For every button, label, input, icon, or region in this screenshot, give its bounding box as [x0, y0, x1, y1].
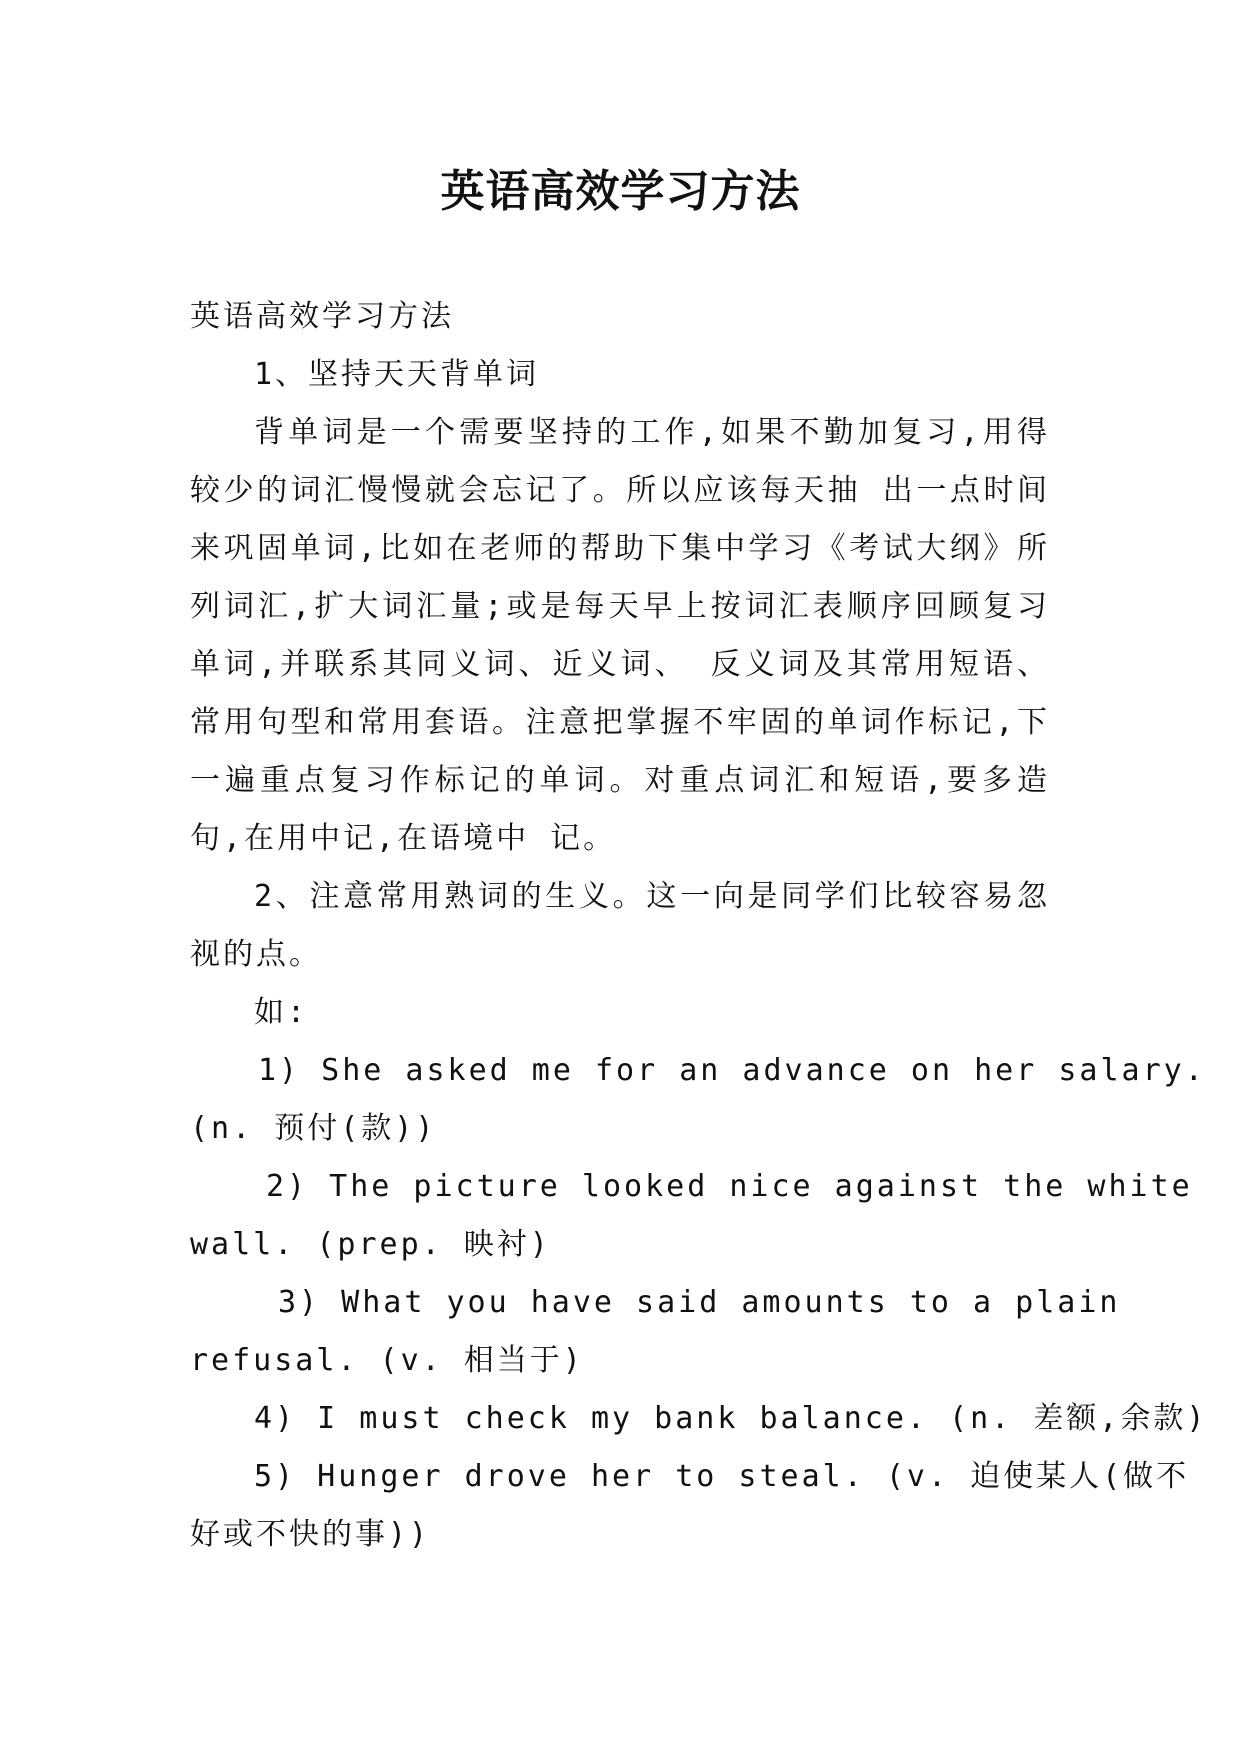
subtitle: 英语高效学习方法: [190, 299, 454, 334]
example-translation: refusal. (v. 相当于): [190, 1343, 584, 1378]
document-body: [190, 288, 1208, 1564]
example-item: [190, 1158, 1193, 1274]
example-line: 5) Hunger drove her to steal. (v. 迫使某人(做不: [254, 1459, 1190, 1494]
example-translation: (n. 预付(款)): [190, 1111, 437, 1146]
section1-heading: 1、坚持天天背单词: [254, 357, 540, 392]
example-intro: 如:: [254, 995, 309, 1030]
section2-paragraph: 2、注意常用熟词的生义。这一向是同学们比较容易忽视的点。: [190, 879, 1050, 972]
example-line: 1) She asked me for an advance on her salary.: [258, 1053, 1206, 1088]
example-line: 4) I must check my bank balance. (n. 差额,余款): [254, 1401, 1208, 1436]
example-translation: wall. (prep. 映衬): [190, 1227, 551, 1262]
section1-paragraph: 背单词是一个需要坚持的工作,如果不勤加复习,用得较少的词汇慢慢就会忘记了。所以应该每天抽 出一点时间来巩固单词,比如在老师的帮助下集中学习《考试大纲》所列词汇,扩大词汇量;或是每天早上按词汇表顺序回顾复习单词,并联系其同义词、近义词、 反义词及其常用短语、常用句型和常用套语。注意把掌握不牢固的单词作标记,下一遍重点复习作标记的单词。对重点词汇和短语,要多造句,在用中记,在语境中 记。: [190, 415, 1050, 856]
example-item: [190, 1448, 1190, 1564]
example-line: 3) What you have said amounts to a plain: [278, 1285, 1121, 1320]
example-item: [190, 1390, 1208, 1448]
document-title: 英语高效学习方法: [440, 166, 801, 217]
example-item: [190, 1274, 1121, 1390]
example-translation: 好或不快的事)): [190, 1517, 431, 1552]
example-item: [190, 1042, 1206, 1158]
example-line: 2) The picture looked nice against the white: [266, 1169, 1193, 1204]
